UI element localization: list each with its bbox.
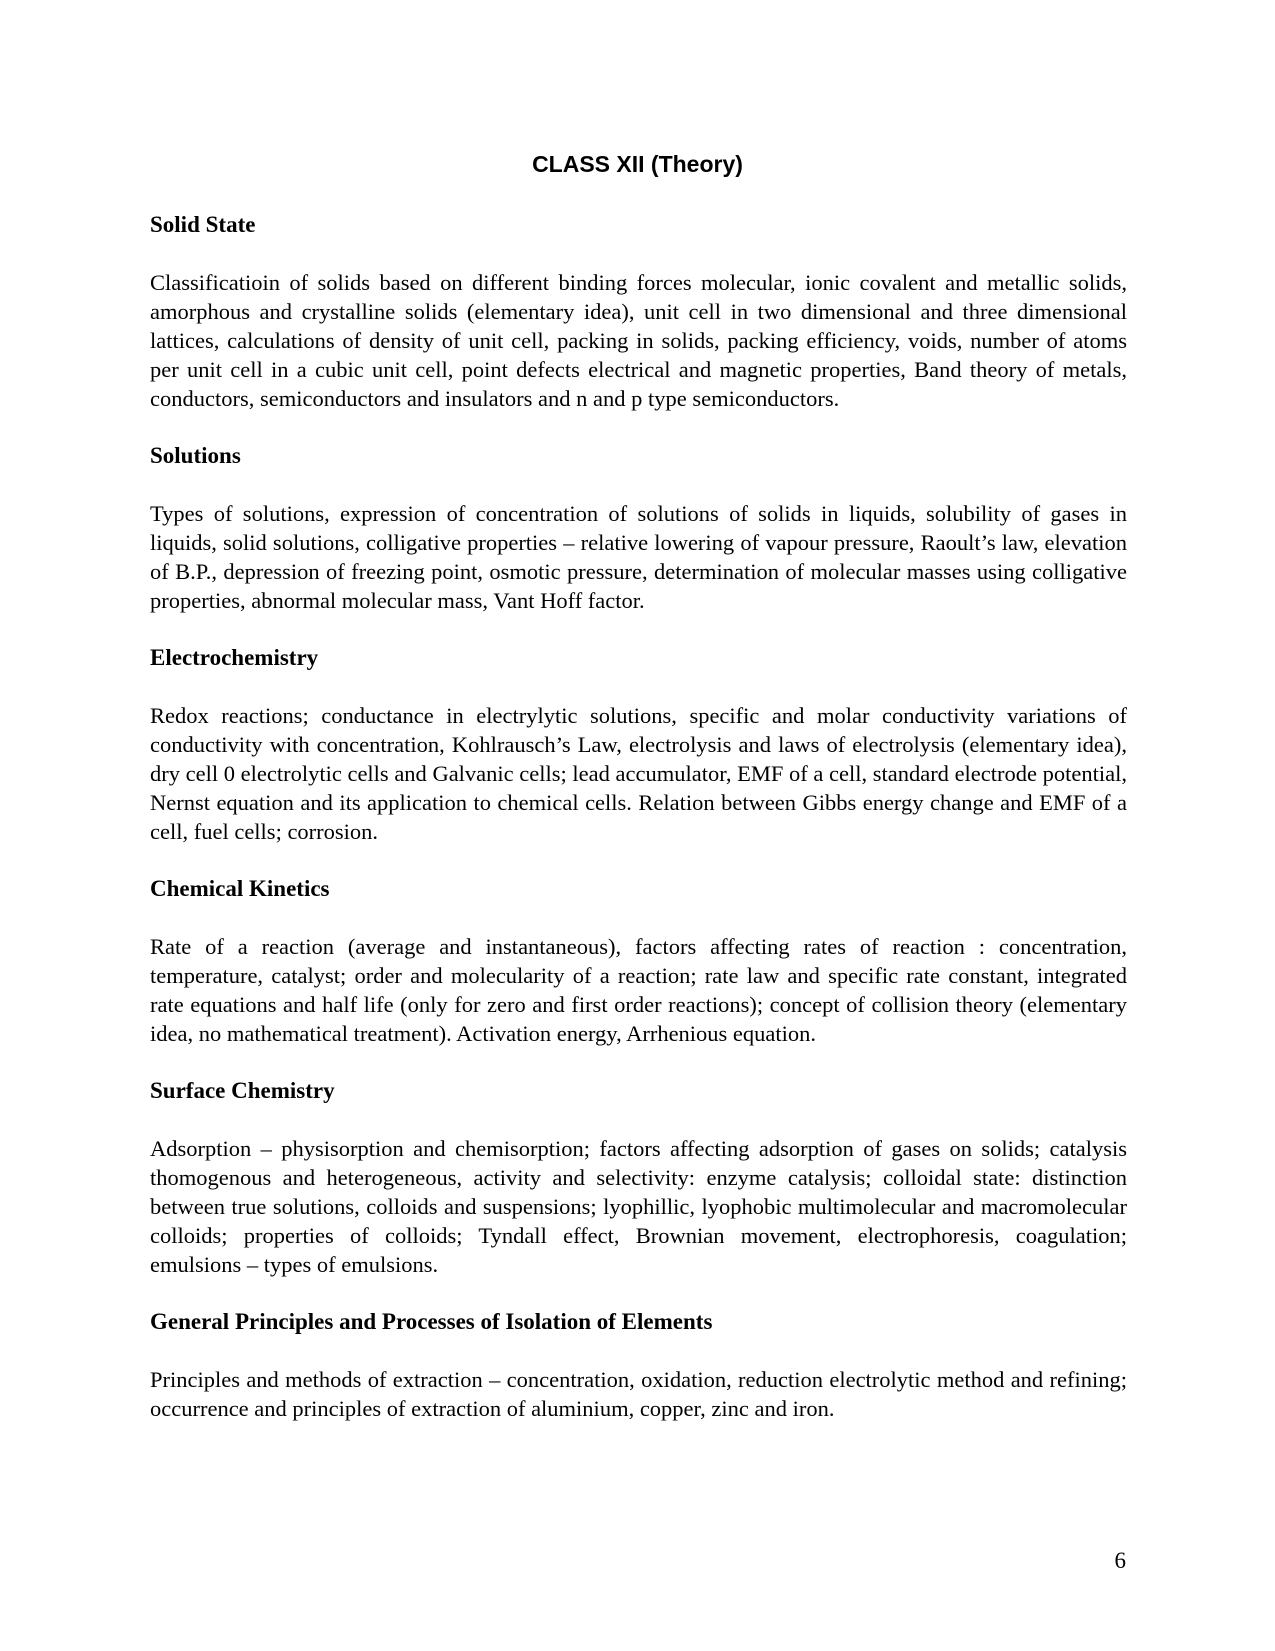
page-title: CLASS XII (Theory) bbox=[532, 151, 743, 177]
syllabus-content bbox=[150, 210, 1127, 1451]
section-solid-state bbox=[150, 210, 1127, 413]
section-heading: General Principles and Processes of Isolation of Elements bbox=[150, 1309, 713, 1334]
section-solutions bbox=[150, 441, 1127, 615]
section-chemical-kinetics bbox=[150, 874, 1127, 1048]
section-heading: Chemical Kinetics bbox=[150, 876, 330, 901]
section-body: Redox reactions; conductance in electrylytic solutions, specific and molar conductivity variations of conductivity with concentration, Kohlrausch’s Law, electrolysis and laws of electrolysis (elementary idea), dry cell 0 electrolytic cells and Galvanic cells; lead accumulator, EMF of a cell, standard electrode potential, Nernst equation and its application to chemical cells. Relation between Gibbs energy change and EMF of a cell, fuel cells; corrosion. bbox=[150, 703, 1127, 844]
section-body: Types of solutions, expression of concentration of solutions of solids in liquids, solubility of gases in liquids, solid solutions, colligative properties – relative lowering of vapour pressure, Raoult’s law, elevation of B.P., depression of freezing point, osmotic pressure, determination of molecular masses using colligative properties, abnormal molecular mass, Vant Hoff factor. bbox=[150, 501, 1127, 613]
section-heading: Surface Chemistry bbox=[150, 1078, 335, 1103]
section-isolation-of-elements bbox=[150, 1307, 1127, 1423]
section-heading: Electrochemistry bbox=[150, 645, 319, 670]
section-heading: Solutions bbox=[150, 443, 241, 468]
section-body: Rate of a reaction (average and instantaneous), factors affecting rates of reaction : concentration, temperature, catalyst; order and molecularity of a reaction; rate law and specific rate constant, integrated rate equations and half life (only for zero and first order reactions); concept of collision theory (elementary idea, no mathematical treatment). Activation energy, Arrhenious equation. bbox=[150, 934, 1127, 1046]
page-number: 6 bbox=[1114, 1548, 1126, 1573]
section-body: Classificatioin of solids based on different binding forces molecular, ionic covalent and metallic solids, amorphous and crystalline solids (elementary idea), unit cell in two dimensional and three dimensional lattices, calculations of density of unit cell, packing in solids, packing efficiency, voids, number of atoms per unit cell in a cubic unit cell, point defects electrical and magnetic properties, Band theory of metals, conductors, semiconductors and insulators and n and p type semiconductors. bbox=[150, 270, 1127, 411]
section-surface-chemistry bbox=[150, 1076, 1127, 1279]
section-heading: Solid State bbox=[150, 212, 256, 237]
section-body: Adsorption – physisorption and chemisorption; factors affecting adsorption of gases on solids; catalysis thomogenous and heterogeneous, activity and selectivity: enzyme catalysis; colloidal state: distinction between true solutions, colloids and suspensions; lyophillic, lyophobic multimolecular and macromolecular colloids; properties of colloids; Tyndall effect, Brownian movement, electrophoresis, coagulation; emulsions – types of emulsions. bbox=[150, 1136, 1127, 1277]
section-body: Principles and methods of extraction – concentration, oxidation, reduction electrolytic method and refining; occurrence and principles of extraction of aluminium, copper, zinc and iron. bbox=[150, 1367, 1127, 1421]
section-electrochemistry bbox=[150, 643, 1127, 846]
